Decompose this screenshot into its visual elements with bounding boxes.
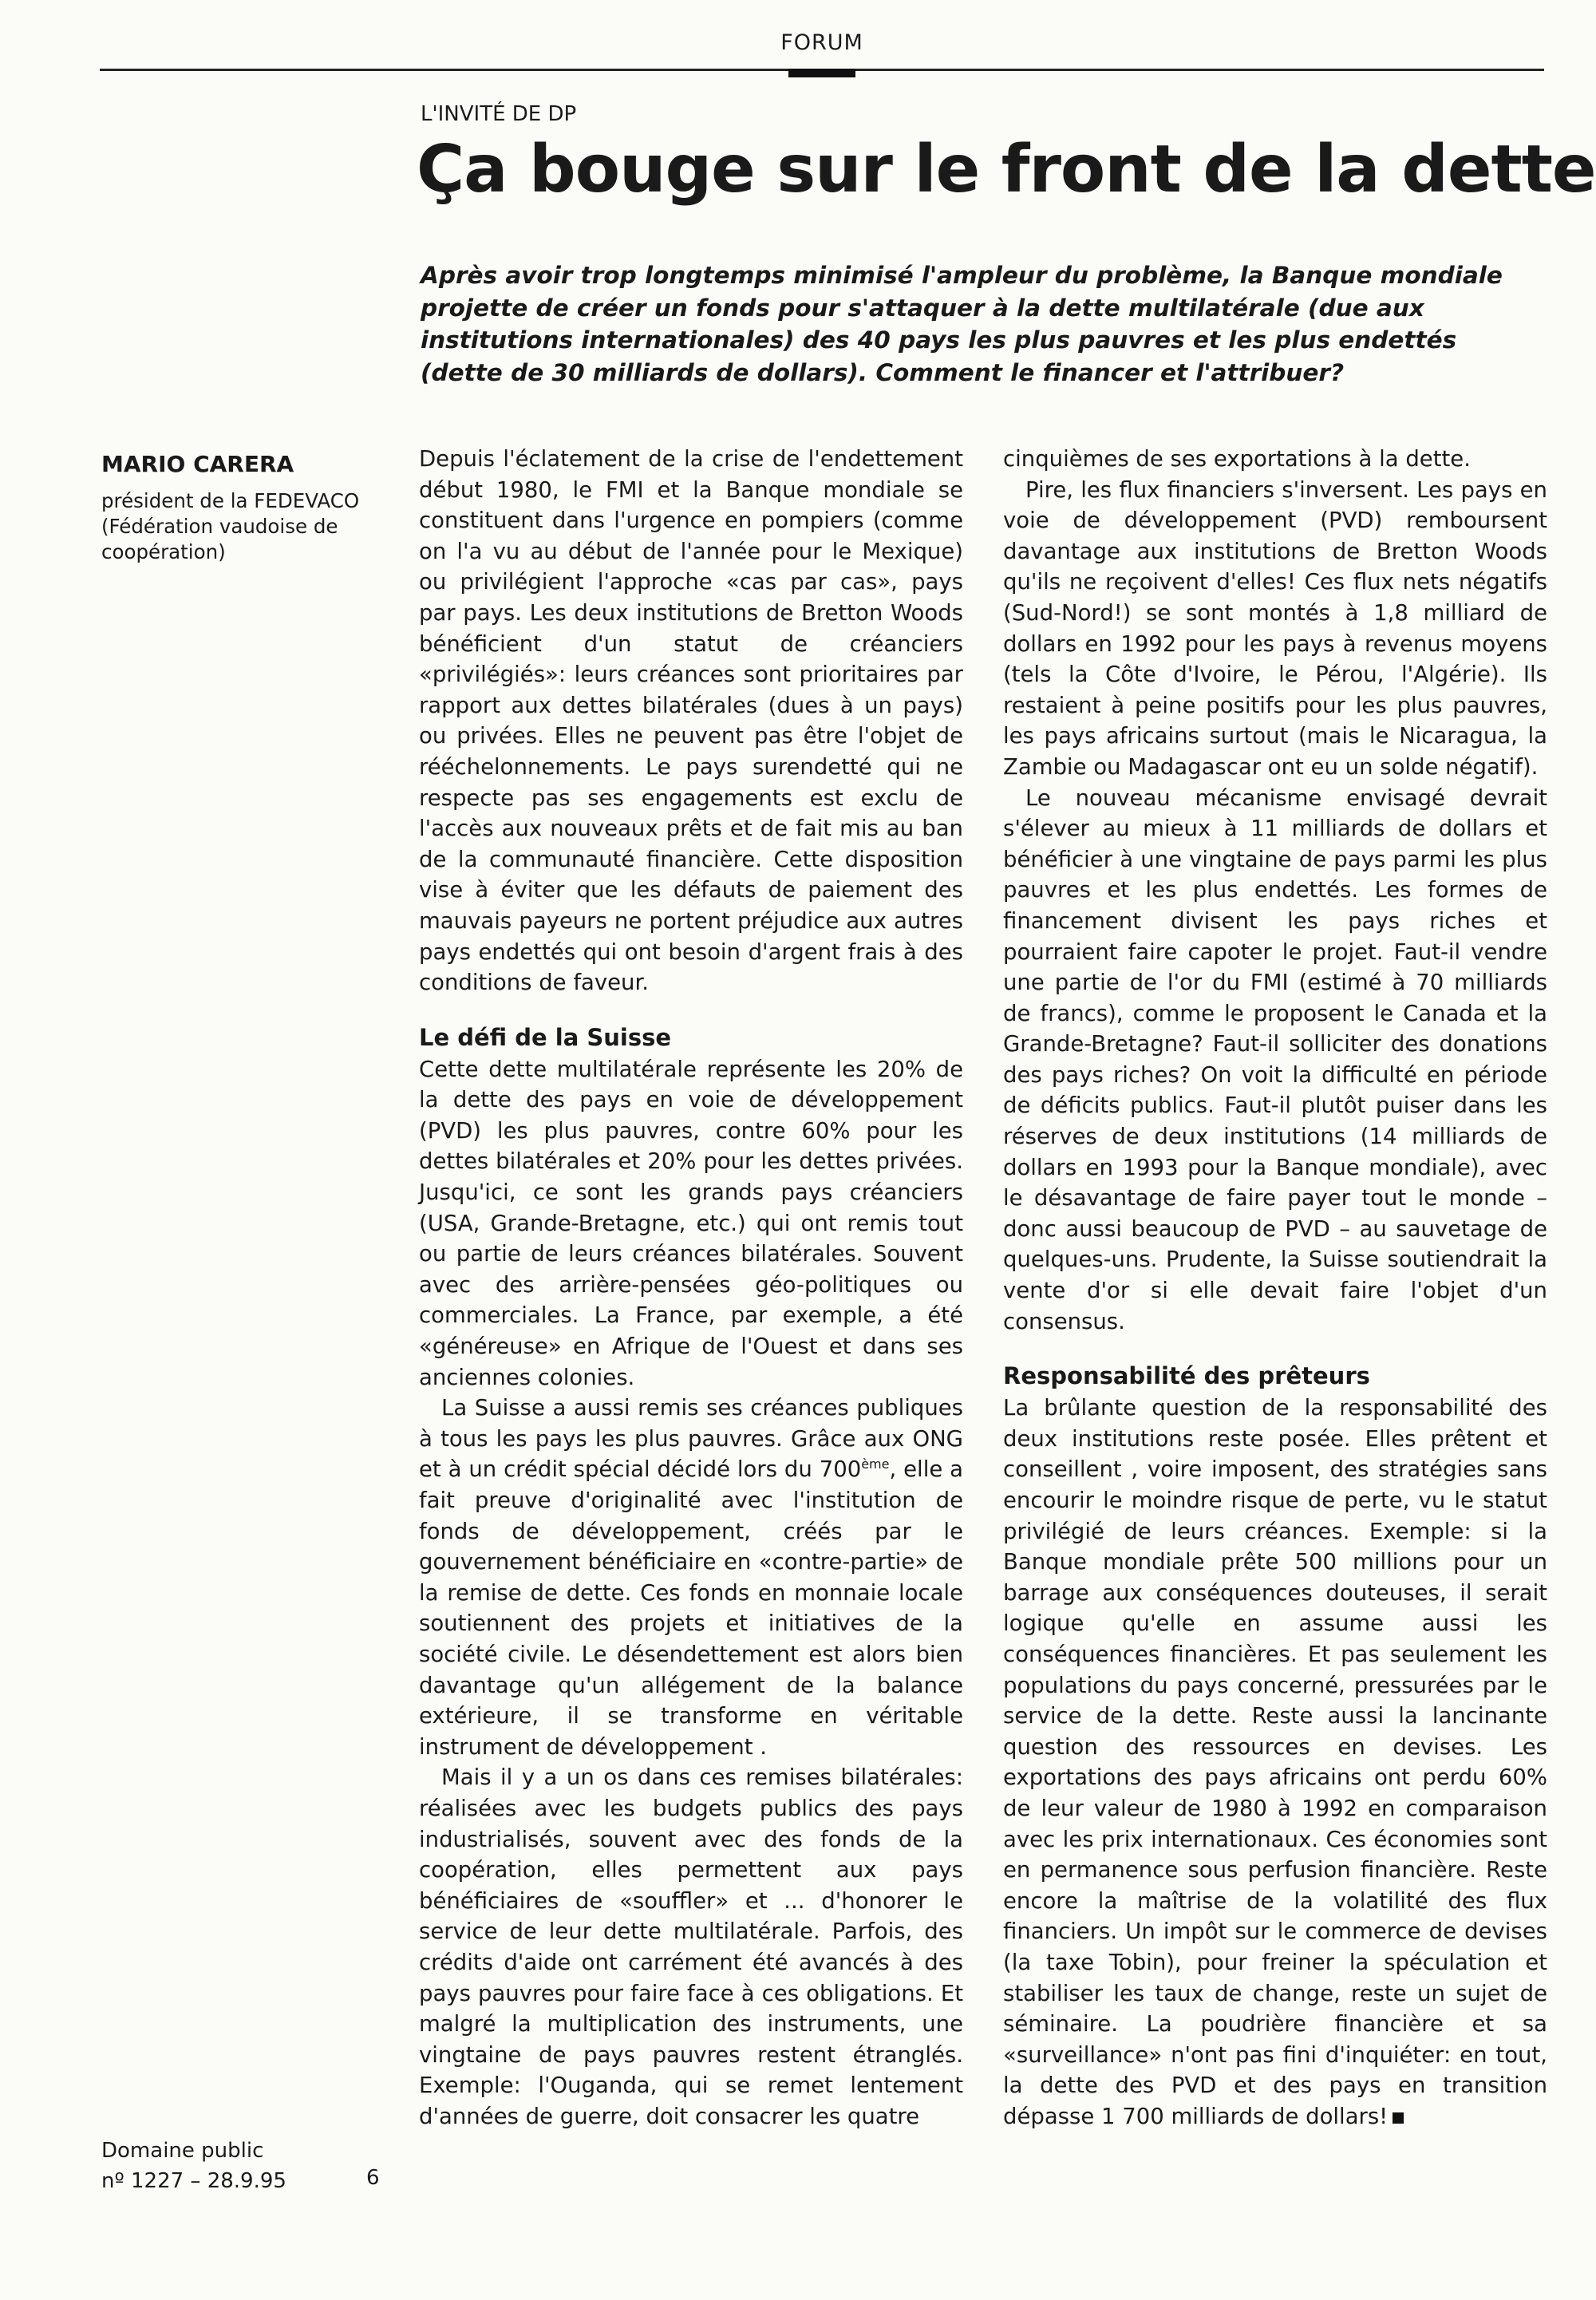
text-segment: La brûlante question de la responsabilité des deux institutions reste posée. Elles prêtent et conseillent , voire imposent, des stratégies sans encourir le moindre risque de perte, vu le statut privilégié de leurs créances. Exemple: si la Banque mondiale prête 500 millions pour un barrage aux conséquences douteuses, il serait logique qu'elle en assume aussi les conséquences financières. Et pas seulement les populations du pays concerné, pressurées par le service de la dette. Reste aussi la lancinante question des ressources en devises. Les exportations des pays africains ont perdu 60% de leur valeur de 1980 à 1992 en comparaison avec les prix internationaux. Ces économies sont en permanence sous perfusion financière. Reste encore la maîtrise de la volatilité des flux financiers. Un impôt sur le commerce de devises (la taxe Tobin), pour freiner la spéculation et stabiliser les taux de change, reste un sujet de séminaire. La poudrière financière et sa «surveillance» n'ont pas fini d'inquiéter: en tout, la dette des PVD et des pays en transition dépasse 1 700 milliards de dollars!: [1003, 1395, 1547, 2129]
issue-info: nº 1227 – 28.9.95: [101, 2169, 286, 2193]
page-number: 6: [366, 2166, 380, 2190]
text-segment: , elle a fait preuve d'originalité avec l'institution de fonds de développement, créés par le gouvernement bénéficiaire en «contre-partie» de la remise de dette. Ces fonds en monnaie locale soutiennent des projets et initiatives de la société civile. Le désendettement est alors bien davantage qu'un allégement de la balance extérieure, il se transforme en véritable instrument de développement .: [419, 1456, 964, 1760]
article-paragraph: Depuis l'éclatement de la crise de l'endettement début 1980, le FMI et la Banque mondiale se constituent dans l'urgence en pompiers (comme on l'a vu au début de l'année pour le Mexique) ou privilégient l'approche «cas par cas», pays par pays. Les deux institutions de Bretton Woods bénéficient d'un statut de créanciers «privilégiés»: leurs créances sont prioritaires par rapport aux dettes bilatérales (dues à un pays) ou privées. Elles ne peuvent pas être l'objet de rééchelonnements. Le pays surendetté qui ne respecte pas ses engagements est exclu de l'accès aux nouveaux prêts et de fait mis au ban de la communauté financière. Cette disposition vise à éviter que les défauts de paiement des mauvais payeurs ne portent préjudice aux autres pays endettés qui ont besoin d'argent frais à des conditions de faveur.: [419, 446, 963, 996]
article-paragraph: [419, 1393, 963, 1762]
headline: Ça bouge sur le front de la dette: [417, 132, 1596, 207]
author-role: président de la FEDEVACO (Fédération vaudoise de coopération): [101, 489, 360, 563]
end-mark-icon: [1393, 2112, 1404, 2124]
lead-paragraph: Après avoir trop longtemps minimisé l'ampleur du problème, la Banque mondiale projette de créer un fonds pour s'attaquer à la dette multilatérale (due aux institutions internationales) des 40 pays les plus pauvres et les plus endettés (dette de 30 milliards de dollars). Comment le financer et l'attribuer?: [421, 262, 1503, 386]
article-paragraph: [1003, 1393, 1547, 2132]
article-column-1: [419, 444, 963, 2132]
article-paragraph: cinquièmes de ses exportations à la dette.: [1003, 446, 1471, 472]
author-name: MARIO CARERA: [101, 451, 294, 477]
header-rule-tab: [788, 69, 855, 77]
text-segment: La Suisse a aussi remis ses créances publiques à tous les pays les plus pauvres. Grâce aux ONG et à un crédit spécial décidé lors du 700: [419, 1395, 963, 1483]
publication-name: Domaine public: [101, 2139, 264, 2163]
subheading: Le défi de la Suisse: [419, 1023, 672, 1051]
footer-publication: [101, 2136, 286, 2196]
subheading: Responsabilité des prêteurs: [1003, 1362, 1370, 1390]
article-paragraph: Pire, les flux financiers s'inversent. Les pays en voie de développement (PVD) remboursent davantage aux institutions de Bretton Woods qu'ils ne reçoivent d'elles! Ces flux nets négatifs (Sud-Nord!) se sont montés à 1,8 milliard de dollars en 1992 pour les pays à revenus moyens (tels la Côte d'Ivoire, le Pérou, l'Algérie). Ils restaient à peine positifs pour les plus pauvres, les pays africains surtout (mais le Nicaragua, la Zambie ou Madagascar ont eu un solde négatif).: [1003, 476, 1547, 780]
article-paragraph: Mais il y a un os dans ces remises bilatérales: réalisées avec les budgets publics des pays industrialisés, souvent avec des fonds de la coopération, elles permettent aux pays bénéficiaires de «souffler» et ... d'honorer le service de leur dette multilatérale. Parfois, des crédits d'aide ont carrément été avancés à des pays pauvres pour faire face à ces obligations. Et malgré la multiplication des instruments, une vingtaine de pays pauvres restent étranglés. Exemple: l'Ouganda, qui se remet lentement d'années de guerre, doit consacrer les quatre: [419, 1765, 963, 2129]
section-label: FORUM: [780, 30, 863, 55]
kicker: L'INVITÉ DE DP: [421, 102, 577, 126]
article-column-2: [1003, 444, 1547, 2132]
article-paragraph: Le nouveau mécanisme envisagé devrait s'élever au mieux à 11 milliards de dollars et bénéficier à une vingtaine de pays parmi les plus pauvres et les plus endettés. Les formes de financement divisent les pays riches et pourraient faire capoter le projet. Faut-il vendre une partie de l'or du FMI (estimé à 70 milliards de francs), comme le proposent le Canada et la Grande-Bretagne? Faut-il solliciter des donations des pays riches? On voit la difficulté en période de déficits publics. Faut-il plutôt puiser dans les réserves de deux institutions (14 milliards de dollars en 1993 pour la Banque mondiale), avec le désavantage de faire payer tout le monde – donc aussi beaucoup de PVD – au sauvetage de quelques-uns. Prudente, la Suisse soutiendrait la vente d'or si elle devait faire l'objet d'un consensus.: [1003, 784, 1547, 1334]
superscript: ème: [861, 1456, 890, 1472]
article-paragraph: Cette dette multilatérale représente les 20% de la dette des pays en voie de développement (PVD) les plus pauvres, contre 60% pour les dettes bilatérales et 20% pour les dettes privées. Jusqu'ici, ce sont les grands pays créanciers (USA, Grande-Bretagne, etc.) qui ont remis tout ou partie de leurs créances bilatérales. Souvent avec des arrière-pensées géo-politiques ou commerciales. La France, par exemple, a été «généreuse» en Afrique de l'Ouest et dans ses anciennes colonies.: [419, 1056, 963, 1390]
